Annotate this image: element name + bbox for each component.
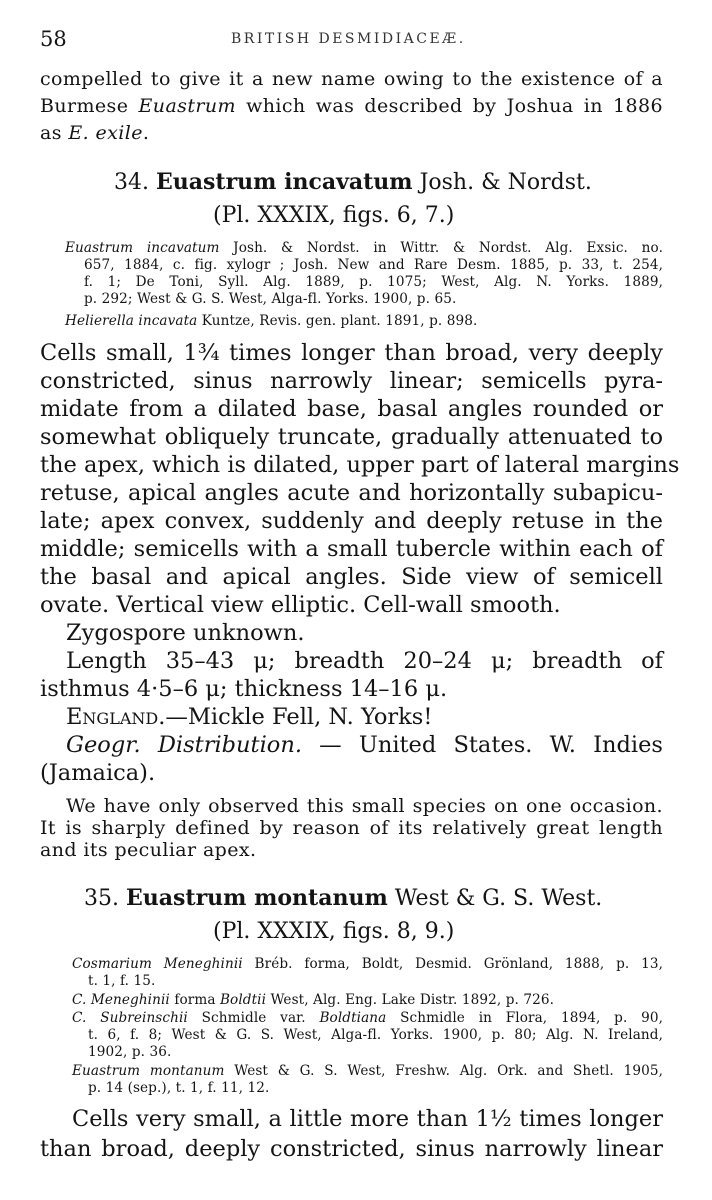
citation-name: Boldtiana	[319, 1010, 387, 1026]
citation-34-3: f. 1; De Toni, Syll. Alg. 1889, p. 1075; West, Alg. N. Yorks. 1889,	[84, 274, 663, 290]
citation-text: Bréb. forma, Boldt, Desmid. Grönland, 1888, p. 13,	[254, 956, 663, 972]
citation-34-4: p. 292; West & G. S. West, Alga-fl. Yorks. 1900, p. 65.	[84, 291, 457, 307]
intro-text: as	[40, 122, 62, 144]
species-authority: Josh. & Nordst.	[419, 170, 592, 195]
citation-name: C. Meneghinii	[72, 992, 170, 1008]
citation-text: Schmidle var.	[201, 1010, 306, 1026]
dimensions-line-1: Length 35–43 μ; breadth 20–24 μ; breadth of	[66, 648, 663, 674]
page-number: 58	[40, 27, 67, 51]
citation-name: Helierella incavata	[65, 313, 198, 329]
citation-name: Boldtii	[219, 992, 267, 1008]
citation-35-6: 1902, p. 36.	[88, 1044, 172, 1060]
description-35-line-1: Cells very small, a little more than 1½ times longer	[72, 1106, 663, 1132]
intro-line-3	[40, 124, 149, 143]
species-italic: E. exile	[68, 122, 143, 144]
species-34-heading	[114, 171, 592, 194]
citation-text: Josh. & Nordst. in Wittr. & Nordst. Alg. Exsic. no.	[233, 240, 663, 256]
running-head: BRITISH DESMIDIACEÆ.	[231, 31, 466, 47]
citation-35-4	[72, 1012, 663, 1026]
citation-text: Schmidle in Flora, 1894, p. 90,	[400, 1010, 664, 1026]
intro-text: Burmese	[40, 95, 129, 117]
citation-text: forma	[174, 992, 216, 1008]
intro-line-2	[40, 97, 663, 116]
intro-line-1: compelled to give it a new name owing to the existence of a	[40, 68, 663, 90]
species-35-heading	[84, 887, 602, 910]
citation-35-1	[72, 958, 663, 972]
species-35-plate: (Pl. XXXIX, figs. 8, 9.)	[213, 919, 455, 944]
description-34-line-7: late; apex convex, suddenly and deeply retuse in the	[40, 508, 663, 534]
species-number: 35.	[84, 886, 119, 911]
description-34-line-8: middle; semicells with a small tubercle within each of	[40, 536, 663, 562]
description-35-line-2: than broad, deeply constricted, sinus narrowly linear	[40, 1136, 663, 1162]
species-name: Euastrum incavatum	[156, 169, 413, 195]
citation-name: Euastrum incavatum	[65, 240, 220, 256]
citation-text: West & G. S. West, Freshw. Alg. Ork. and Shetl. 1905,	[234, 1063, 663, 1079]
england-label: England.	[66, 704, 166, 730]
citation-text: Kuntze, Revis. gen. plant. 1891, p. 898.	[201, 313, 478, 329]
citation-name: Euastrum montanum	[72, 1063, 225, 1079]
england-text: —Mickle Fell, N. Yorks!	[165, 704, 433, 730]
distribution-line	[66, 734, 663, 757]
intro-text: .	[142, 122, 150, 144]
citation-35-5: t. 6, f. 8; West & G. S. West, Alga-fl. Yorks. 1900, p. 80; Alg. N. Ireland,	[88, 1027, 663, 1043]
citation-34-1	[65, 242, 663, 256]
citation-name: C. Subreinschii	[72, 1010, 188, 1026]
dimensions-line-2: isthmus 4·5–6 μ; thickness 14–16 μ.	[40, 676, 448, 702]
description-34-line-3: midate from a dilated base, basal angles rounded or	[40, 396, 663, 422]
description-34-line-10: ovate. Vertical view elliptic. Cell-wall smooth.	[40, 592, 561, 618]
citation-35-7	[72, 1065, 663, 1079]
species-34-plate: (Pl. XXXIX, figs. 6, 7.)	[213, 203, 455, 228]
species-number: 34.	[114, 170, 149, 195]
citation-34-2: 657, 1884, c. fig. xylogr ; Josh. New and Rare Desm. 1885, p. 33, t. 254,	[84, 257, 663, 273]
citation-35-2: t. 1, f. 15.	[88, 973, 156, 989]
description-34-line-4: somewhat obliquely truncate, gradually attenuated to	[40, 424, 663, 450]
remark-34-line-3: and its peculiar apex.	[40, 839, 257, 861]
england-locality	[66, 706, 432, 729]
species-name: Euastrum montanum	[126, 885, 388, 911]
citation-35-8: p. 14 (sep.), t. 1, f. 11, 12.	[88, 1080, 270, 1096]
genus-italic: Euastrum	[138, 95, 236, 117]
citation-34-5	[65, 315, 477, 329]
remark-34-line-1: We have only observed this small species on one occasion.	[66, 795, 663, 817]
zygospore-line: Zygospore unknown.	[66, 620, 305, 646]
description-34-line-2: constricted, sinus narrowly linear; semicells pyra-	[40, 368, 663, 394]
description-34-line-6: retuse, apical angles acute and horizontally subapicu-	[40, 480, 663, 506]
citation-35-3	[72, 994, 554, 1008]
citation-name: Cosmarium Meneghinii	[72, 956, 243, 972]
description-34-line-9: the basal and apical angles. Side view of semicell	[40, 564, 663, 590]
distribution-text: — United States. W. Indies	[319, 732, 663, 758]
species-authority: West & G. S. West.	[394, 886, 603, 911]
intro-text: which was described by Joshua in 1886	[246, 95, 664, 117]
distribution-label: Geogr. Distribution.	[66, 732, 302, 758]
remark-34-line-2: It is sharply defined by reason of its relatively great length	[40, 817, 663, 839]
distribution-line-2: (Jamaica).	[40, 760, 156, 786]
description-34-line-5: the apex, which is dilated, upper part of lateral margins	[40, 452, 680, 478]
description-34-line-1: Cells small, 1¾ times longer than broad, very deeply	[40, 340, 663, 366]
citation-text: West, Alg. Eng. Lake Distr. 1892, p. 726.	[270, 992, 555, 1008]
